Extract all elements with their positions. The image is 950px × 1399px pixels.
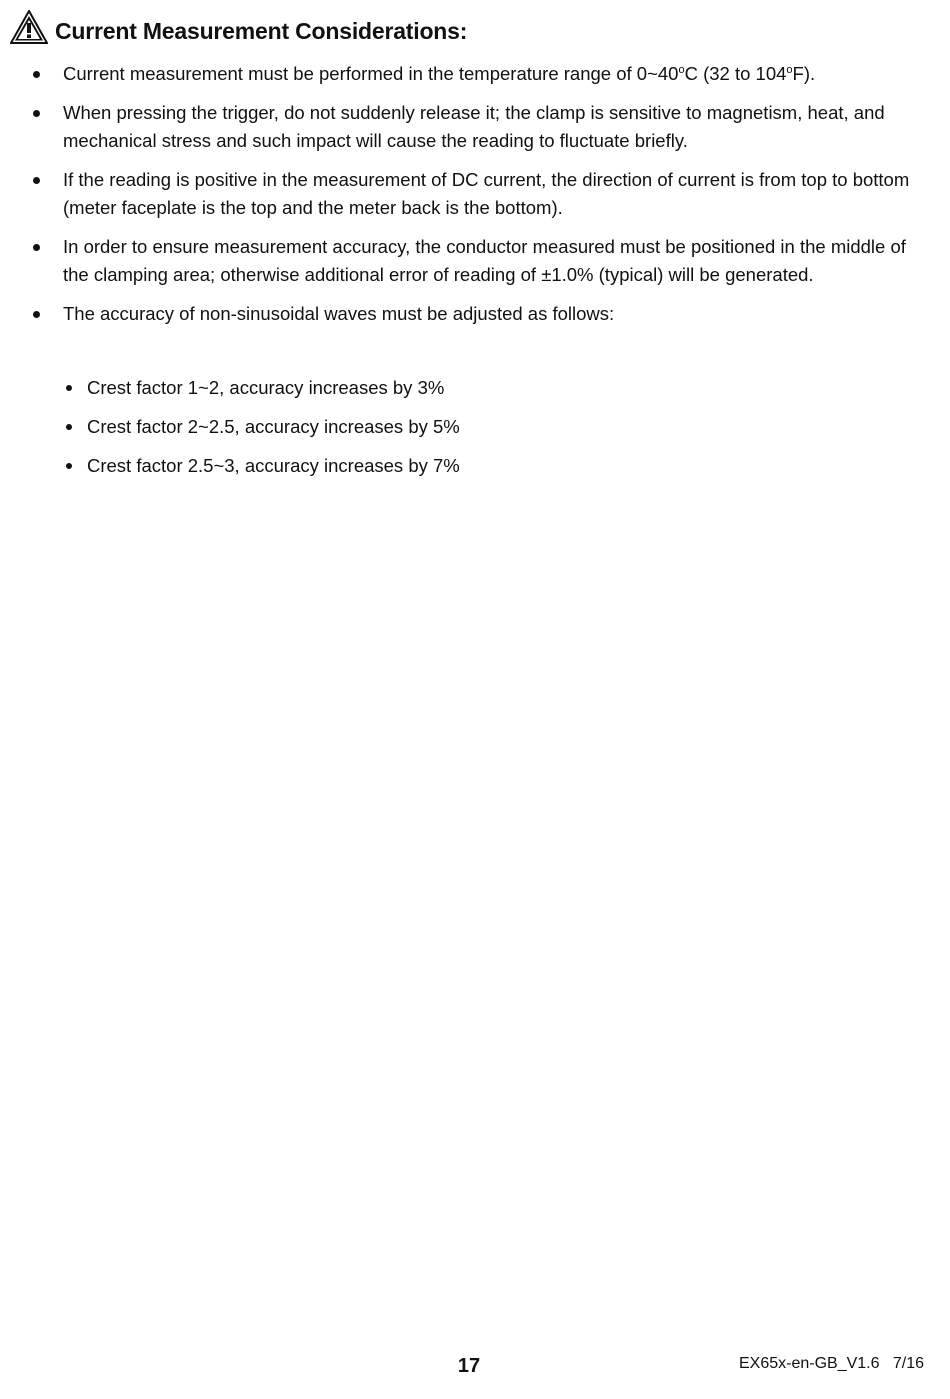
list-item-text: Current measurement must be performed in the temperature range of 0~40$^o$C (32 to 104$^o$F).	[63, 63, 816, 84]
list-item-text: In order to ensure measurement accuracy, the conductor measured must be positioned in the middle of the clamping area; otherwise additional error of reading of ±1.0% (typical) will be generated.	[63, 236, 906, 285]
list-item	[0, 99, 950, 155]
sub-list-item-text: Crest factor 2.5~3, accuracy increases by 7%	[87, 455, 460, 476]
list-item	[0, 166, 950, 222]
warning-triangle-icon	[10, 10, 48, 44]
sub-list-item	[0, 413, 950, 441]
bullet-dot-icon	[33, 110, 40, 117]
sub-list-item	[0, 374, 950, 402]
document-code: EX65x-en-GB_V1.6 7/16	[739, 1355, 924, 1372]
bullet-dot-icon	[33, 311, 40, 318]
page-number: 17	[457, 1355, 481, 1377]
list-item	[0, 233, 950, 289]
section-heading	[10, 10, 467, 44]
section-title: Current Measurement Considerations:	[55, 17, 468, 44]
list-item-text: If the reading is positive in the measurement of DC current, the direction of current is from top to bottom (meter faceplate is the top and the meter back is the bottom).	[63, 169, 910, 218]
sub-list-item	[0, 452, 950, 480]
bullet-dot-icon	[66, 424, 72, 430]
list-item-text: When pressing the trigger, do not suddenly release it; the clamp is sensitive to magnetism, heat, and mechanical stress and such impact will cause the reading to fluctuate briefly.	[63, 102, 885, 151]
crest-factor-list	[0, 374, 950, 491]
bullet-dot-icon	[33, 177, 40, 184]
list-item	[0, 60, 950, 88]
list-item	[0, 300, 950, 328]
sub-list-item-text: Crest factor 1~2, accuracy increases by 3%	[87, 377, 445, 398]
bullet-dot-icon	[66, 385, 72, 391]
considerations-list	[0, 60, 950, 339]
list-item-text: The accuracy of non-sinusoidal waves must be adjusted as follows:	[63, 303, 615, 324]
bullet-dot-icon	[33, 71, 40, 78]
bullet-dot-icon	[66, 463, 72, 469]
bullet-dot-icon	[33, 244, 40, 251]
sub-list-item-text: Crest factor 2~2.5, accuracy increases by 5%	[87, 416, 460, 437]
